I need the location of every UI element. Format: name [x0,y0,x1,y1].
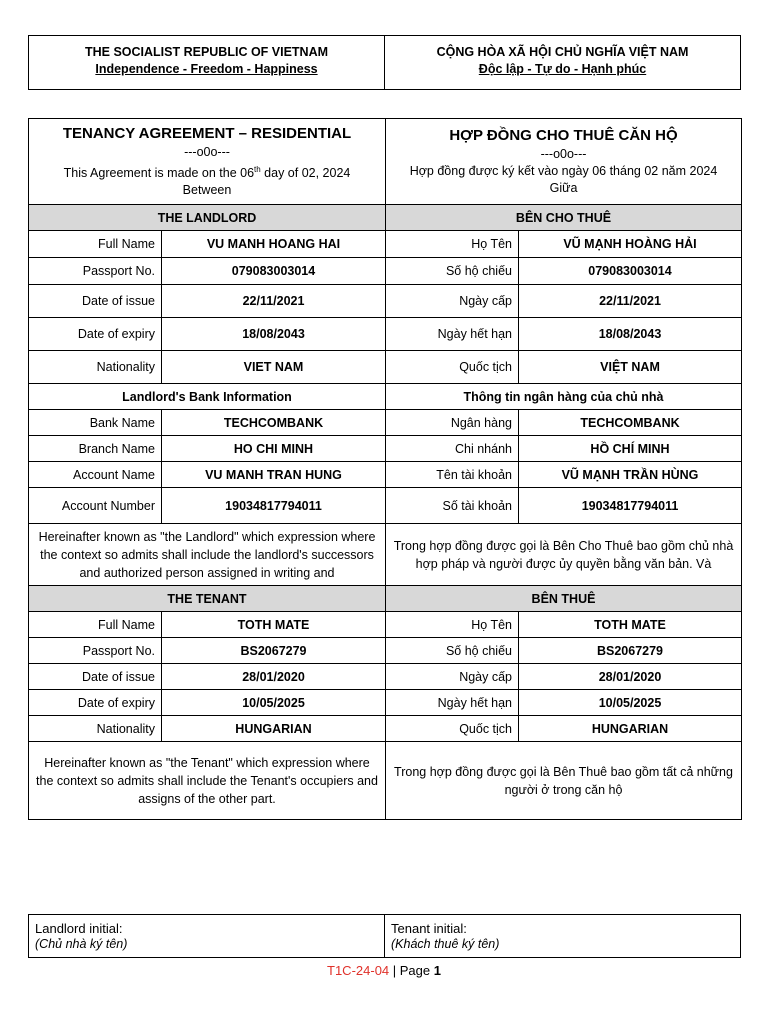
field-value-vi: VŨ MẠNH TRẦN HÙNG [519,462,742,488]
field-value-vi: 079083003014 [519,258,742,285]
tenant-clause-vi: Trong hợp đồng được gọi là Bên Thuê bao gồm tất cả những người ở trong căn hộ [386,742,742,820]
field-label-en: Branch Name [29,436,162,462]
page-footer [0,963,768,978]
section-tenant-en: THE TENANT [29,586,386,612]
table-row [29,231,742,258]
national-header [28,35,741,90]
field-value-en: 22/11/2021 [162,285,386,318]
landlord-clause-vi: Trong hợp đồng được gọi là Bên Cho Thuê bao gồm chủ nhà hợp pháp và người được ủy quyền bằng văn bản. Và [386,524,742,586]
country-en: THE SOCIALIST REPUBLIC OF VIETNAM [84,45,329,59]
field-label-vi: Ngày cấp [386,664,519,690]
tenant-initial-label: Tenant initial: [391,921,467,936]
field-value-vi: VIỆT NAM [519,351,742,384]
landlord-initial[interactable] [29,915,384,957]
field-label-vi: Họ Tên [386,612,519,638]
field-value-en: TECHCOMBANK [162,410,386,436]
section-tenant-vi: BÊN THUÊ [386,586,742,612]
doc-code: T1C-24-04 [327,963,390,978]
field-label-vi: Ngân hàng [386,410,519,436]
title-separator-en: ---o0o--- [184,144,230,159]
field-label-vi: Ngày hết hạn [386,318,519,351]
field-label-en: Account Name [29,462,162,488]
field-value-vi: 18/08/2043 [519,318,742,351]
motto-vi: Độc lập - Tự do - Hạnh phúc [478,62,647,76]
field-label-vi: Số hộ chiếu [386,258,519,285]
table-row [29,462,742,488]
bank-info-vi: Thông tin ngân hàng của chủ nhà [386,384,742,410]
title-en-cell [29,119,386,205]
field-label-en: Nationality [29,351,162,384]
section-landlord-en: THE LANDLORD [29,205,386,231]
field-label-en: Passport No. [29,258,162,285]
field-label-en: Date of issue [29,285,162,318]
table-row [29,638,742,664]
field-label-vi: Số hộ chiếu [386,638,519,664]
field-value-en: 19034817794011 [162,488,386,524]
field-label-en: Date of issue [29,664,162,690]
field-value-vi: TOTH MATE [519,612,742,638]
field-label-vi: Chi nhánh [386,436,519,462]
made-date-en: This Agreement is made on the 06th day of 02, 2024 [63,164,351,181]
field-label-en: Full Name [29,612,162,638]
table-row [29,285,742,318]
bank-info-en: Landlord's Bank Information [29,384,386,410]
field-label-vi: Quốc tịch [386,716,519,742]
initials-box [28,914,741,958]
between-vi: Giữa [549,181,578,195]
section-landlord-vi: BÊN CHO THUÊ [386,205,742,231]
field-value-vi: HỒ CHÍ MINH [519,436,742,462]
field-value-vi: TECHCOMBANK [519,410,742,436]
landlord-initial-label: Landlord initial: [35,921,123,936]
page-label: | Page [389,963,434,978]
tenant-clause-en: Hereinafter known as "the Tenant" which expression where the context so admits shall include the Tenant's occupiers and assigns of the other part. [29,742,386,820]
agreement-table [28,118,742,820]
table-row [29,436,742,462]
table-row [29,351,742,384]
table-row [29,664,742,690]
title-separator-vi: ---o0o--- [540,147,587,161]
header-en [29,36,384,89]
field-value-en: VIET NAM [162,351,386,384]
field-label-vi: Ngày hết hạn [386,690,519,716]
table-row [29,716,742,742]
tenant-initial-label-vi: (Khách thuê ký tên) [391,937,500,951]
motto-en: Independence - Freedom - Happiness [95,62,318,76]
field-label-en: Date of expiry [29,318,162,351]
field-value-vi: BS2067279 [519,638,742,664]
made-date-vi: Hợp đồng được ký kết vào ngày 06 tháng 02 năm 2024 [409,164,718,178]
title-vi-cell [386,119,742,205]
field-label-vi: Ngày cấp [386,285,519,318]
field-value-vi: HUNGARIAN [519,716,742,742]
landlord-initial-label-vi: (Chủ nhà ký tên) [35,937,128,951]
field-value-en: BS2067279 [162,638,386,664]
field-label-vi: Số tài khoản [386,488,519,524]
field-label-en: Date of expiry [29,690,162,716]
field-value-vi: 19034817794011 [519,488,742,524]
field-label-en: Passport No. [29,638,162,664]
field-value-vi: 10/05/2025 [519,690,742,716]
field-value-en: HO CHI MINH [162,436,386,462]
tenant-initial[interactable] [384,915,740,957]
title-vi: HỢP ĐỒNG CHO THUÊ CĂN HỘ [449,127,678,144]
field-label-vi: Tên tài khoản [386,462,519,488]
table-row [29,488,742,524]
field-label-en: Account Number [29,488,162,524]
table-row [29,612,742,638]
field-value-en: 28/01/2020 [162,664,386,690]
table-row [29,258,742,285]
field-value-vi: 22/11/2021 [519,285,742,318]
table-row [29,690,742,716]
field-label-en: Nationality [29,716,162,742]
field-value-en: 079083003014 [162,258,386,285]
field-value-en: HUNGARIAN [162,716,386,742]
country-vi: CỘNG HÒA XÃ HỘI CHỦ NGHĨA VIỆT NAM [436,45,689,59]
field-value-vi: 28/01/2020 [519,664,742,690]
field-value-en: VU MANH TRAN HUNG [162,462,386,488]
field-value-en: VU MANH HOANG HAI [162,231,386,258]
title-en: TENANCY AGREEMENT – RESIDENTIAL [62,124,352,142]
table-row [29,318,742,351]
field-value-vi: VŨ MẠNH HOÀNG HẢI [519,231,742,258]
field-value-en: 18/08/2043 [162,318,386,351]
field-value-en: TOTH MATE [162,612,386,638]
field-label-vi: Họ Tên [386,231,519,258]
field-label-en: Bank Name [29,410,162,436]
page-number: 1 [433,963,441,978]
field-label-vi: Quốc tịch [386,351,519,384]
between-en: Between [182,183,232,198]
landlord-clause-en: Hereinafter known as "the Landlord" which expression where the context so admits shall include the landlord's successors and authorized person assigned in writing and [29,524,386,586]
header-vi [384,36,740,89]
field-label-en: Full Name [29,231,162,258]
field-value-en: 10/05/2025 [162,690,386,716]
table-row [29,410,742,436]
